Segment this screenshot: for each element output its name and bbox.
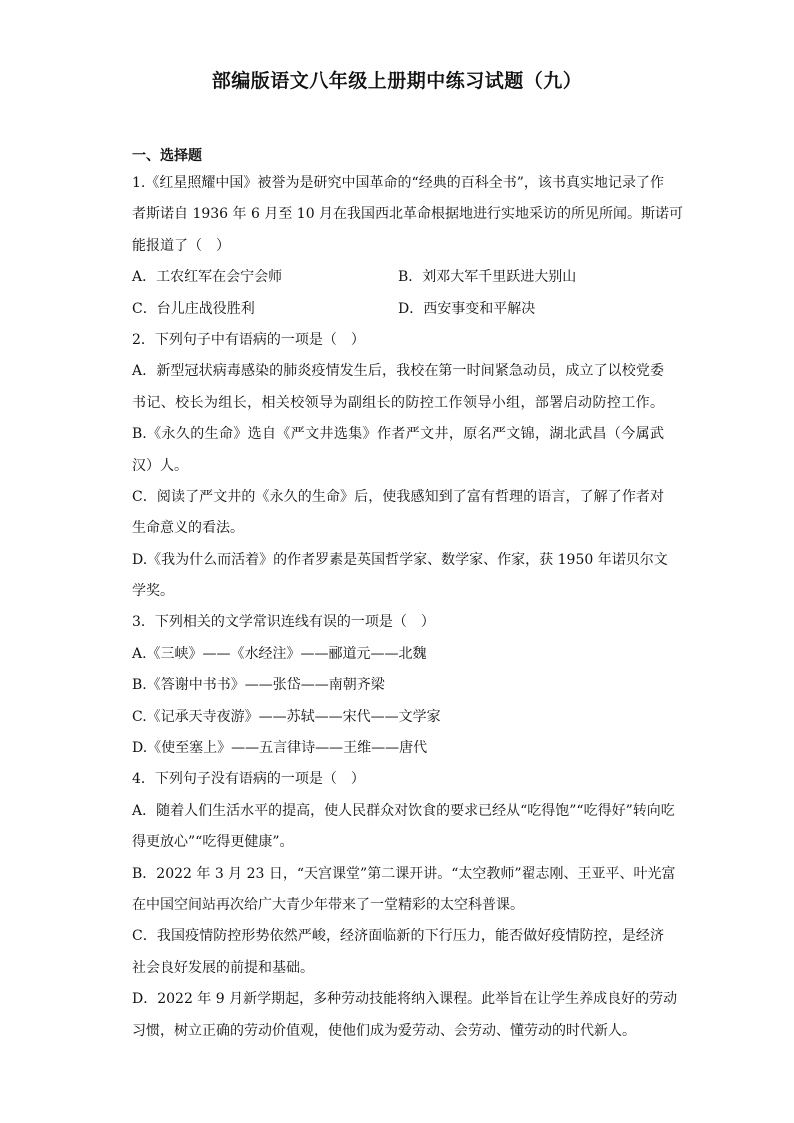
question-stem: 3．下列相关的文学常识连线有误的一项是（ ） [132,614,435,631]
option-b: B．刘邓大军千里跃进大别山 [398,269,577,286]
options-row [132,294,664,325]
question-3 [132,607,664,764]
question-1 [132,168,684,325]
option-d-line: D．2022 年 9 月新学期起，多种劳动技能将纳入课程。此举旨在让学生养成良好的劳动 [132,991,678,1008]
question-line: 1.《红星照耀中国》被誉为是研究中国革命的“经典的百科全书”，该书真实地记录了作 [132,175,664,191]
option-d-line: 学奖。 [132,583,174,600]
options-row [132,262,664,293]
option-d-line: 习惯，树立正确的劳动价值观，使他们成为爱劳动、会劳动、懂劳动的时代新人。 [132,1022,636,1039]
question-stem: 2．下列句子中有语病的一项是（ ） [132,331,365,348]
option-d-line: D.《我为什么而活着》的作者罗素是英国哲学家、数学家、作家，获 1950 年诺贝尔文 [132,551,668,568]
option-c-line: C．阅读了严文井的《永久的生命》后，使我感知到了富有哲理的语言，了解了作者对 [132,488,664,505]
option-a: A.《三峡》——《水经注》——郦道元——北魏 [132,645,427,662]
question-line: 能报道了（ ） [132,237,230,254]
question-2 [132,325,668,608]
option-a-line: A．新型冠状病毒感染的肺炎疫情发生后，我校在第一时间紧急动员，成立了以校党委 [132,363,664,380]
section-heading: 一、选择题 [132,148,202,164]
option-c: C．台儿庄战役胜利 [132,300,255,317]
option-d: D.《使至塞上》——五言律诗——王维——唐代 [132,740,428,757]
option-a-line: 得更放心”“吃得更健康”。 [132,834,294,851]
option-c-line: 生命意义的看法。 [132,520,244,537]
option-b-line: 在中国空间站再次给广大青少年带来了一堂精彩的太空科普课。 [132,896,524,913]
question-line: 者斯诺自 1936 年 6 月至 10 月在我国西北革命根据地进行实地采访的所见所闻。斯诺可 [132,206,684,223]
page-title: 部编版语文八年级上册期中练习试题（九） [211,70,583,92]
question-list [132,168,684,1047]
option-c: C.《记承天寺夜游》——苏轼——宋代——文学家 [132,708,441,725]
question-4 [132,764,678,1047]
option-a: A．工农红军在会宁会师 [132,269,283,286]
option-b-line: B.《永久的生命》选自《严文井选集》作者严文井，原名严文锦，湖北武昌（今属武 [132,426,664,443]
question-stem: 4．下列句子没有语病的一项是（ ） [132,771,365,788]
option-b-line: B．2022 年 3 月 23 日，“天宫课堂”第二课开讲。“太空教师”翟志刚、王亚平、叶光富 [132,865,676,882]
option-c-line: 社会良好发展的前提和基础。 [132,959,314,976]
option-d: D．西安事变和平解决 [398,300,536,317]
option-c-line: C．我国疫情防控形势依然严峻，经济面临新的下行压力，能否做好疫情防控，是经济 [132,928,664,945]
option-b: B.《答谢中书书》——张岱——南朝齐梁 [132,677,385,694]
option-a-line: 书记、校长为组长，相关校领导为副组长的防控工作领导小组，部署启动防控工作。 [132,394,664,411]
option-b-line: 汉）人。 [132,457,188,474]
option-a-line: A．随着人们生活水平的提高，使人民群众对饮食的要求已经从“吃得饱”“吃得好”转向吃 [132,802,675,819]
